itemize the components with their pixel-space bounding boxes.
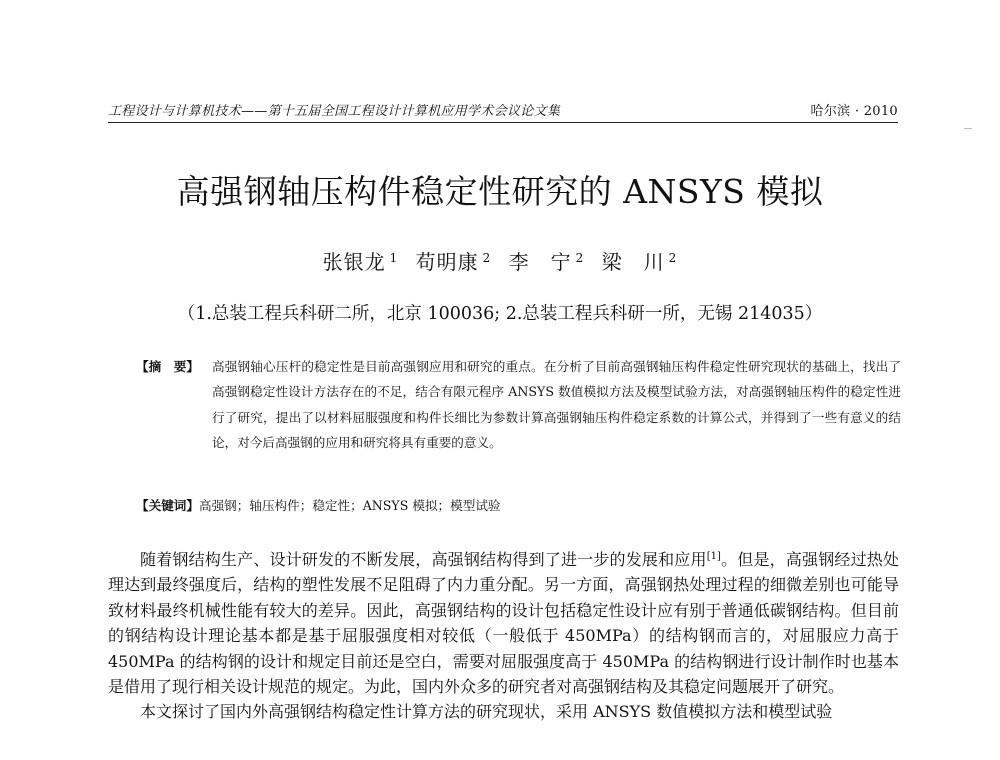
author bbox=[602, 250, 678, 274]
abstract-text: 高强钢轴心压杆的稳定性是目前高强钢应用和研究的重点。在分析了目前高强钢轴压构件稳定性研究现状的基础上，找出了高强钢稳定性设计方法存在的不足，结合有限元程序 ANSYS 数值模拟方法及模型试验方法，对高强钢轴压构件的稳定性进行了研究，提出了以材料屈服强度和构件长细比为参数计算高强钢轴压构件稳定系数的计算公式，并得到了一些有意义的结论，对今后高强钢的应用和研究将具有重要的意义。 bbox=[212, 359, 901, 451]
paper-title: 高强钢轴压构件稳定性研究的 ANSYS 模拟 bbox=[176, 172, 824, 211]
affiliations: （1.总装工程兵科研二所，北京 100036; 2.总装工程兵科研一所，无锡 214035） bbox=[177, 304, 823, 324]
journal-title: 工程设计与计算机技术——第十五届全国工程设计计算机应用学术会议论文集 bbox=[108, 104, 561, 119]
paragraph-text: 随着钢结构生产、设计研发的不断发展，高强钢结构得到了进一步的发展和应用 bbox=[140, 550, 707, 569]
paragraph-text: 。但是，高强钢经过热处理达到最终强度后，结构的塑性发展不足阻碍了内力重分配。另一方面，高强钢热处理过程的细微差别也可能导致材料最终机械性能有较大的差异。因此，高强钢结构的设计包括稳定性设计应有别于普通低碳钢结构。但目前的钢结构设计理论基本都是基于屈服强度相对较低（一般低于 450MPa）的结构钢而言的，对屈服应力高于 450MPa 的结构钢的设计和规定目前还是空白，需要对屈服强度高于 450MPa 的结构钢进行设计制作时也基本是借用了现行相关设计规范的规定。为此，国内外众多的研究者对高强钢结构及其稳定问题展开了研究。 bbox=[108, 550, 899, 697]
author bbox=[323, 250, 399, 274]
edge-mark bbox=[964, 128, 972, 129]
author-name: 张银龙 bbox=[322, 250, 386, 274]
author-name: 梁 川 bbox=[601, 250, 665, 274]
keywords-label: 【关键词】 bbox=[136, 498, 199, 513]
keywords-text: 高强钢；轴压构件；稳定性；ANSYS 模拟；模型试验 bbox=[198, 498, 501, 513]
body-text bbox=[108, 544, 899, 725]
paragraph bbox=[108, 544, 899, 699]
author bbox=[416, 250, 492, 274]
author-name: 李 宁 bbox=[508, 250, 572, 274]
abstract bbox=[136, 354, 901, 456]
paragraph: 本文探讨了国内外高强钢结构稳定性计算方法的研究现状，采用 ANSYS 数值模拟方法和模型试验 bbox=[140, 702, 833, 722]
conference-location-year: 哈尔滨 · 2010 bbox=[810, 104, 898, 119]
abstract-label: 【摘 要】 bbox=[136, 359, 199, 374]
author-affiliation-mark: 2 bbox=[482, 251, 492, 265]
running-header bbox=[108, 98, 898, 123]
citation-ref[interactable]: [1] bbox=[706, 551, 721, 562]
author-name: 苟明康 bbox=[415, 250, 479, 274]
author-list bbox=[100, 244, 900, 276]
keywords bbox=[136, 494, 901, 518]
author-affiliation-mark: 2 bbox=[668, 251, 678, 265]
author-affiliation-mark: 2 bbox=[575, 251, 585, 265]
author-affiliation-mark: 1 bbox=[389, 251, 399, 265]
author bbox=[509, 250, 585, 274]
